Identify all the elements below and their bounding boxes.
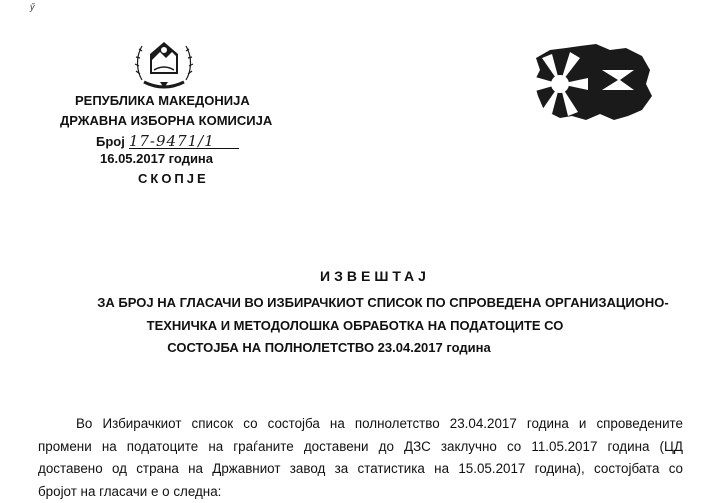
report-subtitle-line-2: ТЕХНИЧКА И МЕТОДОЛОШКА ОБРАБОТКА НА ПОДАТОЦИТЕ СО [0,318,718,333]
body-line-3: доставено од страна на Државниот завод за статистика на 15.05.2017 година), состојбата со [38,458,683,481]
sun-map-logo-icon [530,40,654,124]
corner-mark: ӳ [30,2,35,12]
report-title-block [0,268,726,284]
state-emblem-icon [130,30,198,98]
document-date: 16.05.2017 година [100,151,213,166]
report-subtitle-line-1: ЗА БРОЈ НА ГЛАСАЧИ ВО ИЗБИРАЧКИОТ СПИСОК ПО СПРОВЕДЕНА ОРГАНИЗАЦИОНО- [20,295,726,310]
body-line-2: промени на податоците на граѓаните доставени до ДЗС заклучно со 11.05.2017 година (ЦД [38,436,683,459]
report-subtitle-line-3: СОСТОЈБА НА ПОЛНОЛЕТСТВО 23.04.2017 година [0,340,692,355]
country-name: РЕПУБЛИКА МАКЕДОНИЈА [75,93,250,108]
body-line-4: бројот на гласачи е о следна: [38,481,683,503]
number-label: Број [96,134,125,149]
body-paragraph [38,413,683,503]
commission-name: ДРЖАВНА ИЗБОРНА КОМИСИЈА [60,113,272,128]
document-number [96,134,239,149]
report-title: ИЗВЕШТАЈ [24,268,726,284]
number-value-handwritten: 17-9471/1 [129,134,239,149]
body-line-1: Во Избирачкиот список со состојба на полнолетство 23.04.2017 година и спроведените [38,413,683,436]
document-city: СКОПЈЕ [138,171,209,186]
